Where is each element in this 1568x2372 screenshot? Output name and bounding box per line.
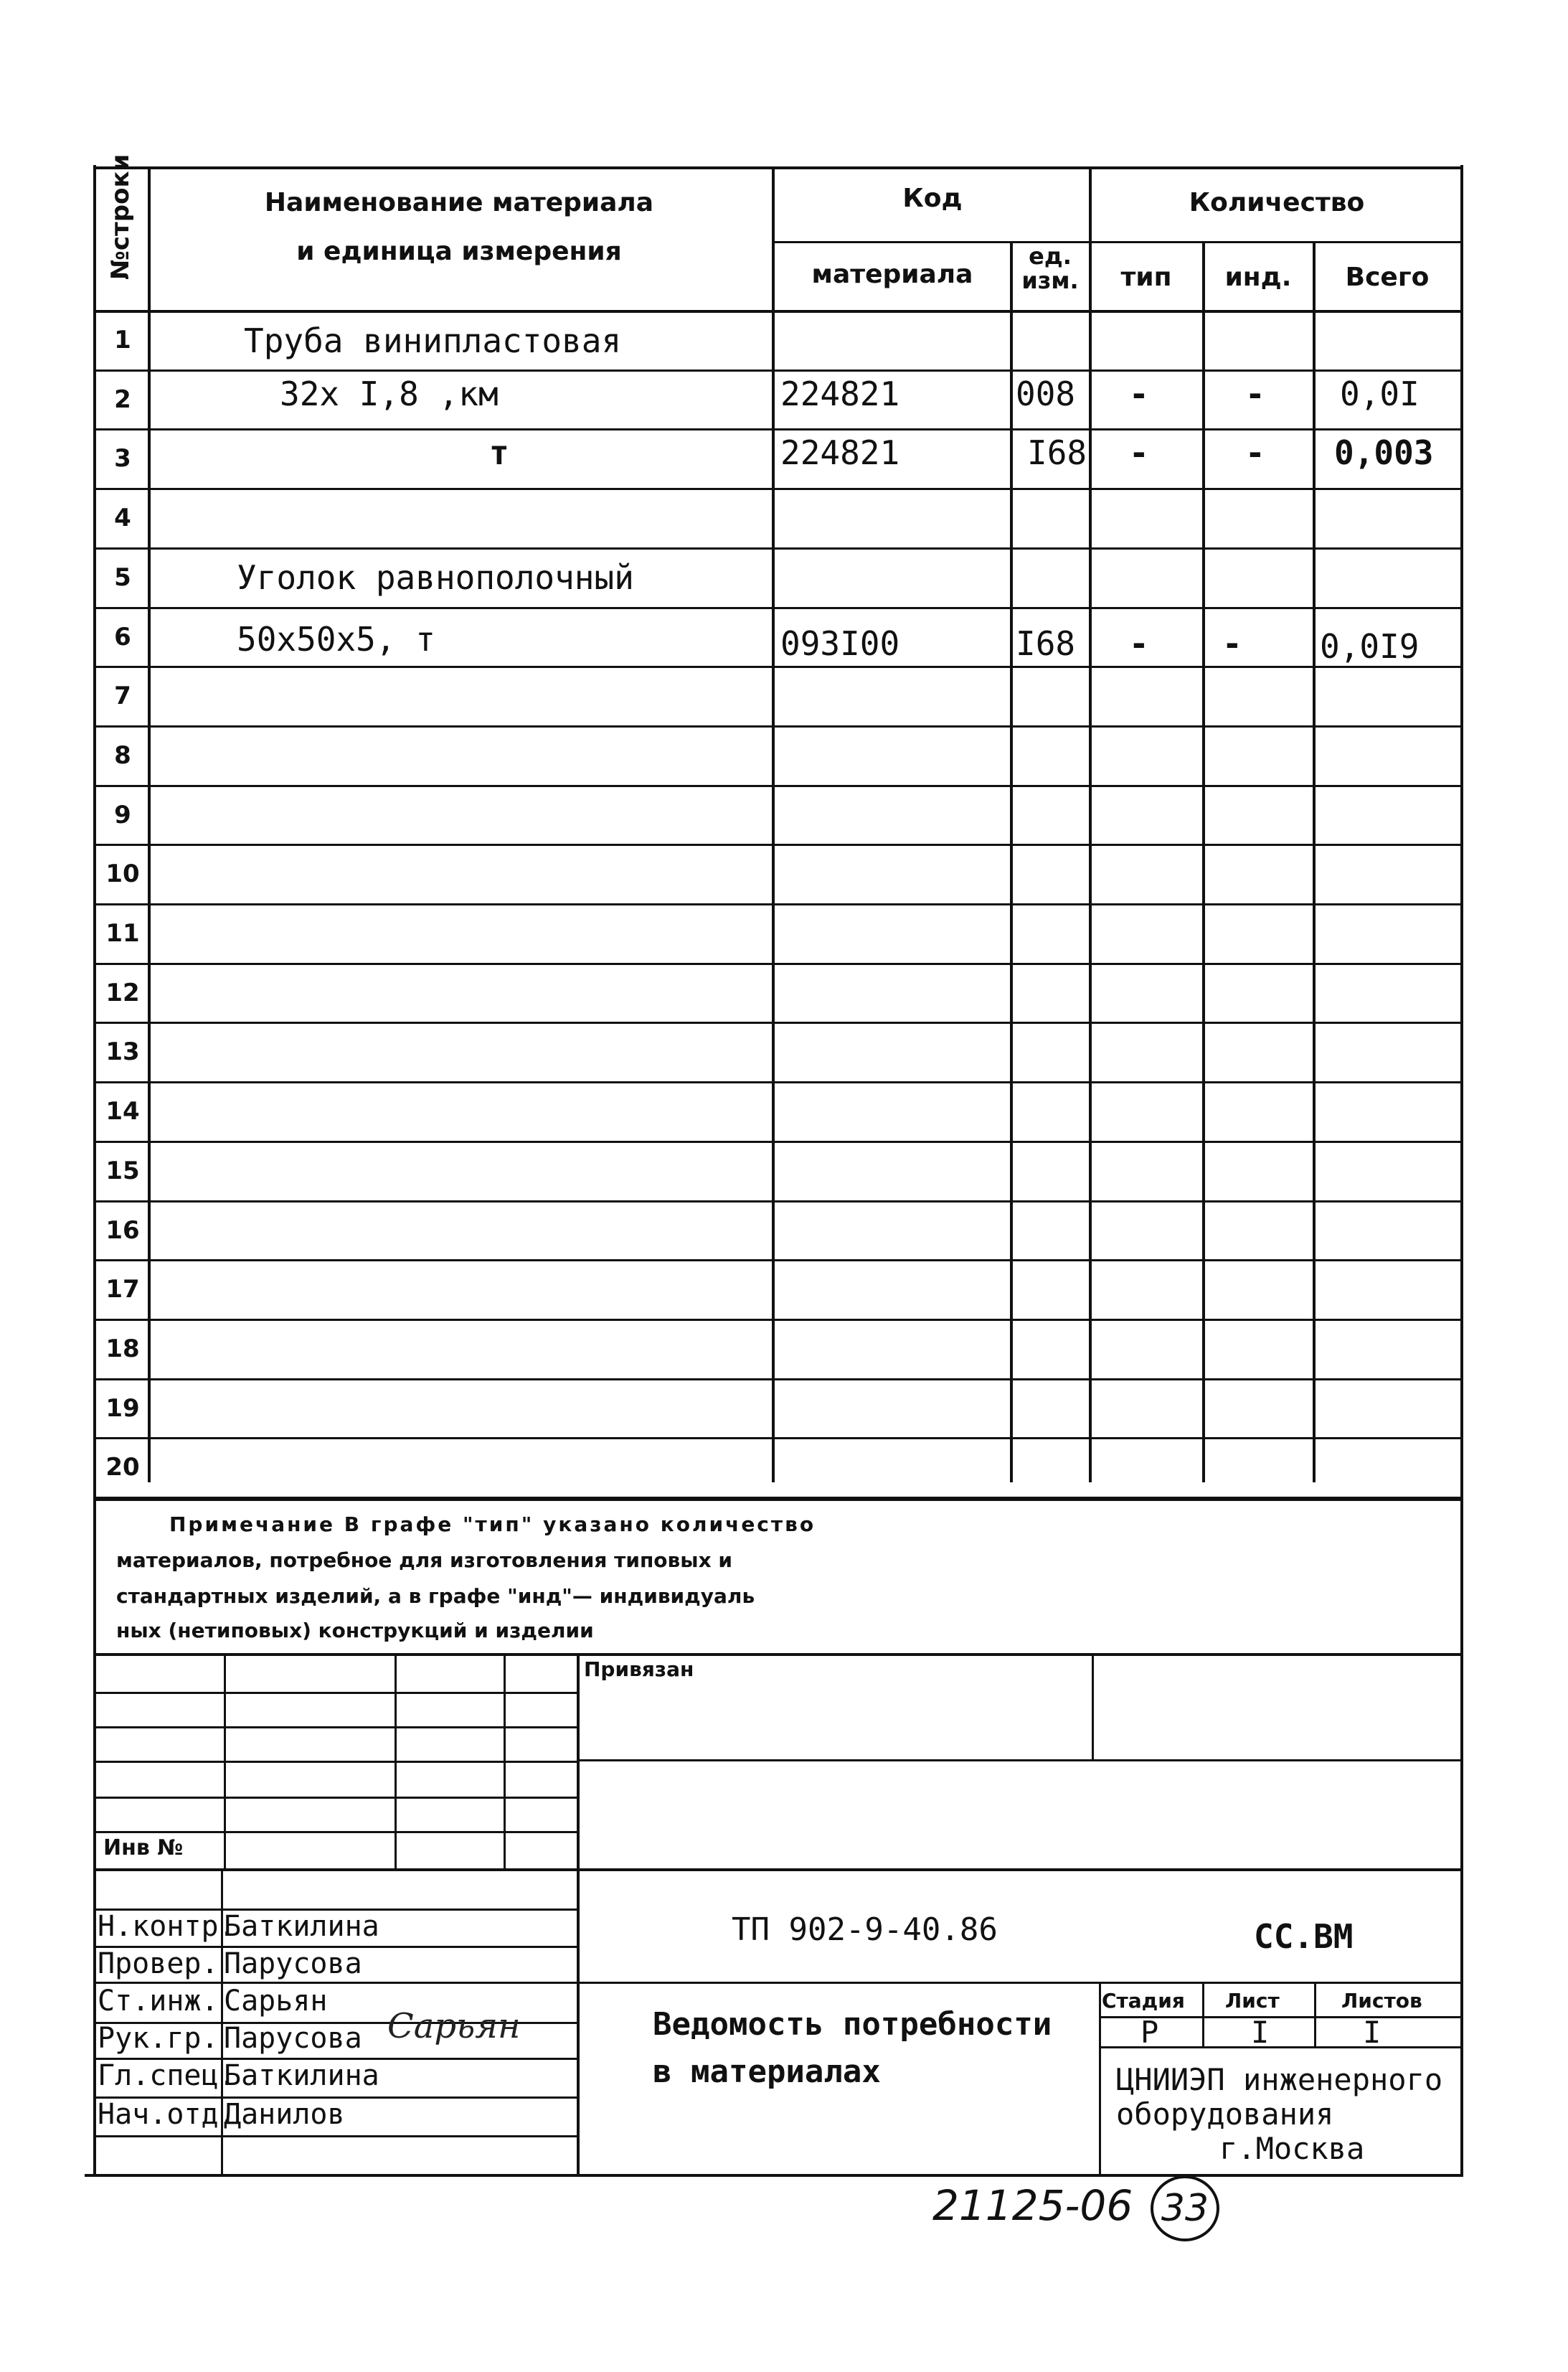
note-line-4: ных (нетиповых) конструкций и изделии [116, 1619, 594, 1642]
stage-value: Р [1140, 2015, 1159, 2050]
row-3-total: 0,003 [1334, 433, 1434, 472]
row-separator [93, 607, 1462, 609]
row-2-type: - [1129, 375, 1149, 413]
org-line-2: оборудования [1116, 2096, 1334, 2132]
row-2-name: 32х I,8 ,км [280, 375, 499, 413]
stamp-grid-h4 [93, 1797, 577, 1799]
stamp-person-name: Сарьян [224, 1985, 328, 2018]
row-6-type: - [1129, 624, 1149, 663]
row-5-name: Уголок равнополочный [237, 558, 634, 597]
stamp-person-name: Парусова [224, 1947, 362, 1980]
table-border-right [1460, 165, 1463, 1498]
row-separator [93, 1141, 1462, 1143]
row-number: 19 [105, 1394, 140, 1423]
circled-page-number [1151, 2175, 1219, 2241]
col-sep-4 [1089, 166, 1092, 1482]
row-separator [93, 1319, 1462, 1321]
stamp-border-right [1460, 1498, 1463, 2175]
row-separator [93, 1200, 1462, 1203]
note-line-2: материалов, потребное для изготовления типовых и [116, 1548, 732, 1572]
stamp-person-name: Баткилина [224, 1910, 379, 1943]
row-number: 9 [114, 801, 131, 829]
header-subline-right [1011, 241, 1462, 243]
stamp-grid-h6 [93, 1868, 1463, 1871]
row-1-name: Труба винипластовая [244, 321, 622, 360]
row-6-ind: - [1222, 624, 1242, 663]
col-sep-6 [1313, 241, 1316, 1482]
row-number: 2 [114, 385, 131, 414]
stamp-grid-h2 [93, 1726, 577, 1728]
col-sep-5 [1202, 241, 1205, 1482]
row-number: 14 [105, 1097, 140, 1126]
row-6-name: 50х50х5, т [237, 620, 435, 659]
stamp-role: Рук.гр. [98, 2022, 219, 2055]
stage-divider-left [1099, 1982, 1101, 2175]
col-code-header: Код [902, 184, 963, 213]
row-6-unit: I68 [1016, 624, 1076, 663]
col-sep-3 [1010, 241, 1013, 1482]
sheets-label: Листов [1341, 1989, 1422, 2013]
col-qty-ind-header: инд. [1224, 263, 1292, 292]
row-2-ind: - [1245, 375, 1265, 413]
stamp-top-border [93, 1653, 1463, 1656]
row-number: 13 [105, 1037, 140, 1066]
row-number: 8 [114, 741, 131, 770]
col-code-unit-header: ед. изм. [1021, 243, 1079, 294]
row-3-ind: - [1245, 433, 1265, 472]
tied-divider [1092, 1653, 1094, 1759]
row-separator [93, 547, 1462, 550]
row-6-total: 0,0I9 [1320, 627, 1420, 666]
table-border-top [93, 166, 1463, 169]
stamp-grid-h5 [93, 1831, 577, 1833]
stamp-grid-h3 [93, 1761, 577, 1763]
col-line-no-header: №строки [106, 154, 135, 280]
col-qty-type-header: тип [1120, 263, 1172, 292]
sheet-label: Лист [1225, 1989, 1280, 2013]
note-line-3: стандартных изделий, а в графе "инд"— индивидуаль [116, 1584, 755, 1608]
sheets-value: I [1363, 2015, 1382, 2050]
col-code-material-header: материала [811, 260, 973, 289]
col-name-header-1: Наименование материала [264, 188, 654, 217]
row-number: 15 [105, 1157, 140, 1185]
doc-title-1: Ведомость потребности [653, 2006, 1052, 2043]
row-number: 20 [105, 1453, 140, 1482]
row-number: 17 [105, 1275, 140, 1304]
org-line-1: ЦНИИЭП инженерного [1116, 2062, 1443, 2097]
row-separator [93, 963, 1462, 965]
row-number: 5 [114, 563, 131, 592]
row-separator [93, 1081, 1462, 1083]
row-2-unit: 008 [1016, 375, 1076, 413]
sig-grid-h7 [93, 2135, 577, 2137]
row-6-code: 093I00 [780, 624, 900, 663]
stamp-person-name: Баткилина [224, 2059, 379, 2092]
row-number: 7 [114, 682, 131, 710]
row-number: 3 [114, 444, 131, 473]
row-number: 6 [114, 623, 131, 651]
stamp-person-name: Парусова [224, 2022, 362, 2055]
org-line-3: г.Москва [1219, 2131, 1365, 2166]
row-separator [93, 1378, 1462, 1380]
row-number: 10 [105, 860, 140, 888]
row-separator [93, 1259, 1462, 1261]
stamp-border-left [93, 1498, 96, 2175]
row-2-total: 0,0I [1340, 375, 1420, 413]
row-separator [93, 1022, 1462, 1024]
row-number: 4 [114, 504, 131, 532]
row-separator [93, 666, 1462, 668]
note-line-1: Примечание В графе "тип" указано количество [169, 1512, 816, 1536]
table-border-left [93, 165, 96, 1498]
row-separator [93, 725, 1462, 728]
doc-title-2: в материалах [653, 2053, 881, 2090]
stamp-role: Нач.отд. [98, 2098, 236, 2131]
col-qty-total-header: Всего [1345, 263, 1430, 292]
row-separator [93, 1437, 1462, 1439]
row-3-code: 224821 [780, 433, 900, 472]
row-number: 11 [105, 919, 140, 948]
col-name-header-2: и единица измерения [296, 237, 622, 266]
row-3-type: - [1129, 433, 1149, 472]
row-number: 1 [114, 326, 131, 354]
row-2-code: 224821 [780, 375, 900, 413]
stamp-role: Провер. [98, 1947, 219, 1980]
stamp-person-name: Данилов [224, 2098, 345, 2131]
tied-label: Привязан [584, 1657, 694, 1681]
circled-page-number-text: 33 [1161, 2187, 1209, 2230]
sheet-value: I [1251, 2015, 1270, 2050]
stamp-bottom-border [85, 2174, 1463, 2177]
row-3-name: т [489, 433, 509, 472]
row-number: 12 [105, 979, 140, 1007]
sig-grid-h3 [93, 1982, 577, 1984]
stage-label: Стадия [1102, 1989, 1185, 2013]
row-number: 18 [105, 1335, 140, 1363]
handwritten-signature: Сарьян [387, 2006, 521, 2046]
title-top-line [577, 1982, 1460, 1984]
row-3-unit: I68 [1027, 433, 1087, 472]
col-sep-2 [772, 166, 775, 1482]
note-top-border [93, 1498, 1463, 1501]
stage-divider-1 [1202, 1982, 1204, 2046]
doc-number: ТП 902-9-40.86 [732, 1911, 998, 1948]
stamp-role: Н.контр. [98, 1910, 236, 1943]
stamp-main-divider [577, 1653, 580, 2175]
inv-number-label: Инв № [103, 1835, 184, 1860]
row-number: 16 [105, 1216, 140, 1245]
row-separator [93, 370, 1462, 372]
handwritten-number: 21125-06 [932, 2181, 1133, 2230]
header-subline-code [772, 241, 1011, 243]
row-separator [93, 428, 1462, 430]
col-qty-header: Количество [1189, 188, 1365, 217]
stamp-grid-h1 [93, 1692, 577, 1694]
stamp-role: Гл.спец. [98, 2059, 236, 2092]
header-bottom [93, 310, 1463, 313]
tied-bottom [577, 1759, 1460, 1761]
col-sep-1 [148, 166, 151, 1482]
stamp-role: Ст.инж. [98, 1985, 219, 2018]
row-separator [93, 844, 1462, 846]
row-separator [93, 488, 1462, 490]
row-separator [93, 785, 1462, 787]
doc-code: СС.ВМ [1254, 1917, 1354, 1956]
row-separator [93, 903, 1462, 905]
stage-divider-2 [1314, 1982, 1316, 2046]
